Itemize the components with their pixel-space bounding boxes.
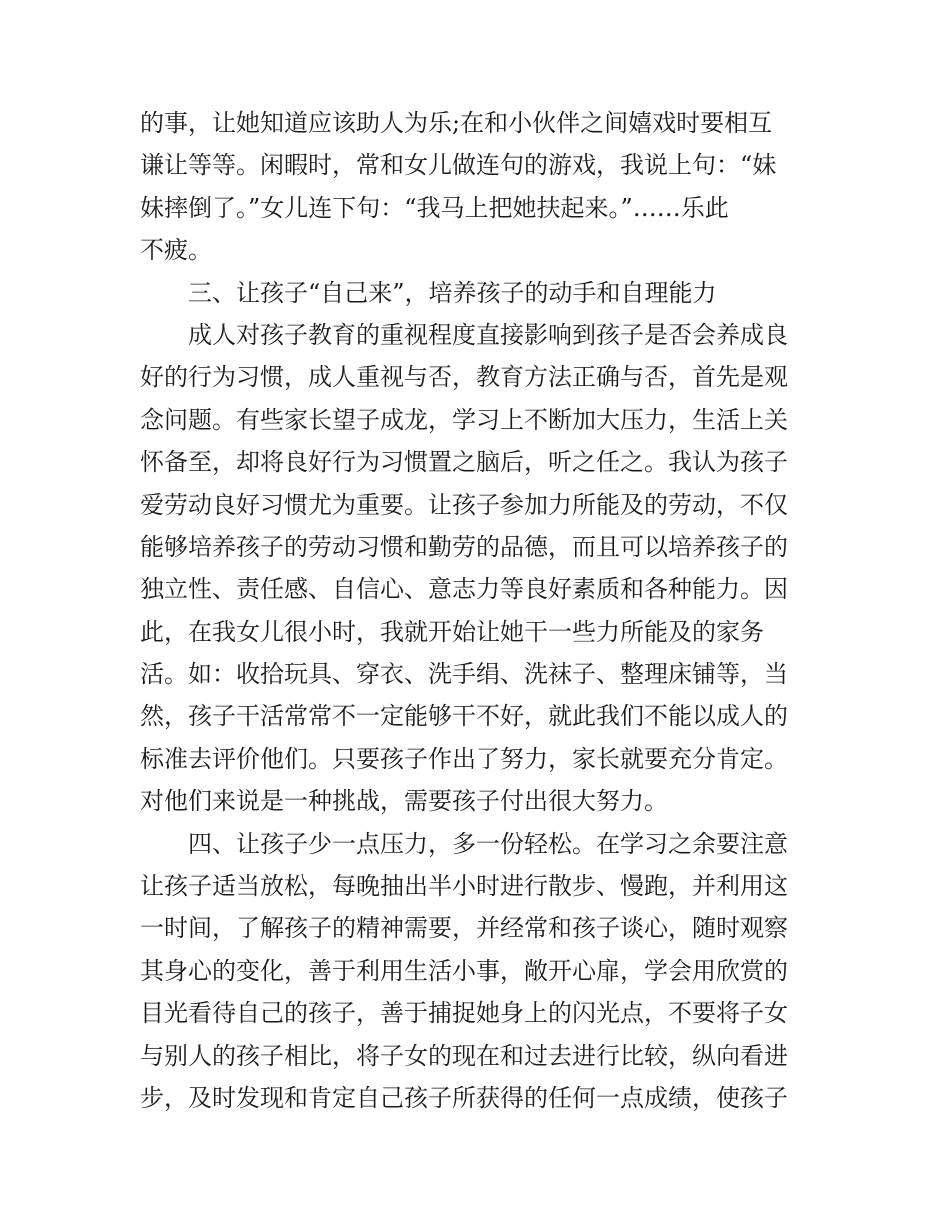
text-line: 活。如：收拾玩具、穿衣、洗手绢、洗袜子、整理床铺等，当 bbox=[140, 660, 788, 689]
text-line: 对他们来说是一种挑战，需要孩子付出很大努力。 bbox=[140, 787, 668, 816]
text-line: 的事，让她知道应该助人为乐;在和小伙伴之间嬉戏时要相互 bbox=[140, 109, 773, 137]
section-heading: 四、让孩子少一点压力，多一份轻松。在学习之余要注意 bbox=[188, 829, 788, 858]
text-line: 让孩子适当放松，每晚抽出半小时进行散步、慢跑，并利用这 bbox=[140, 872, 788, 901]
text-line: 标准去评价他们。只要孩子作出了努力，家长就要充分肯定。 bbox=[140, 744, 788, 773]
text-line: 爱劳动良好习惯尤为重要。让孩子参加力所能及的劳动，不仅 bbox=[140, 490, 788, 519]
text-line: 然，孩子干活常常不一定能够干不好，就此我们不能以成人的 bbox=[140, 702, 788, 731]
text-line: 念问题。有些家长望子成龙，学习上不断加大压力，生活上关 bbox=[140, 405, 788, 434]
text-line: 目光看待自己的孩子，善于捕捉她身上的闪光点，不要将子女 bbox=[140, 999, 788, 1028]
text-line: 能够培养孩子的劳动习惯和勤劳的品德，而且可以培养孩子的 bbox=[140, 532, 788, 561]
text-line: 一时间，了解孩子的精神需要，并经常和孩子谈心，随时观察 bbox=[140, 914, 788, 943]
text-line: 妹摔倒了。”女儿连下句：“我马上把她扶起来。”……乐此 bbox=[140, 193, 729, 222]
section-heading: 三、让孩子“自己来”，培养孩子的动手和自理能力 bbox=[188, 278, 717, 307]
body-text bbox=[140, 102, 820, 1119]
text-line: 与别人的孩子相比，将子女的现在和过去进行比较，纵向看进 bbox=[140, 1041, 788, 1070]
text-line: 步，及时发现和肯定自己孩子所获得的任何一点成绩，使孩子 bbox=[140, 1083, 788, 1112]
text-line: 其身心的变化，善于利用生活小事，敞开心扉，学会用欣赏的 bbox=[140, 956, 788, 985]
text-line: 不疲。 bbox=[140, 236, 212, 265]
text-line: 好的行为习惯，成人重视与否，教育方法正确与否，首先是观 bbox=[140, 363, 788, 392]
text-line: 独立性、责任感、自信心、意志力等良好素质和各种能力。因 bbox=[140, 575, 788, 604]
text-line: 谦让等等。闲暇时，常和女儿做连句的游戏，我说上句：“妹 bbox=[140, 151, 777, 180]
text-line: 怀备至，却将良好行为习惯置之脑后，听之任之。我认为孩子 bbox=[140, 448, 788, 477]
text-line: 成人对孩子教育的重视程度直接影响到孩子是否会养成良 bbox=[188, 320, 788, 349]
text-line: 此，在我女儿很小时，我就开始让她干一些力所能及的家务 bbox=[140, 617, 764, 646]
